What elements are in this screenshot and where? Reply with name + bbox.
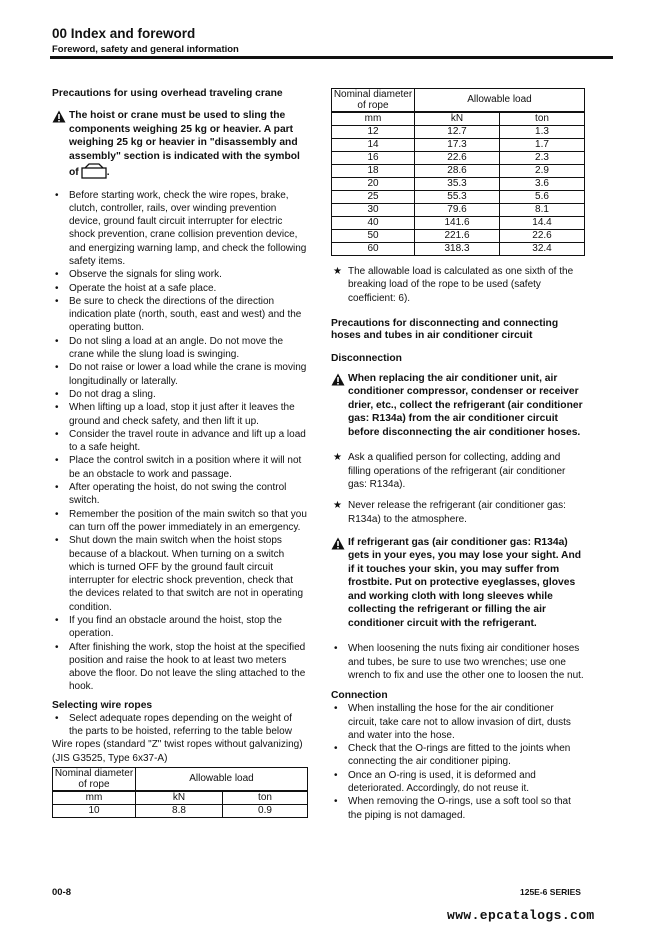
col-header-diameter: Nominal diameter of rope (332, 89, 415, 113)
right-column (331, 88, 585, 822)
ropes-heading: Selecting wire ropes (52, 699, 153, 711)
list-item: • When loosening the nuts fixing air conditioner hoses and tubes, be sure to use two wrenches; use one wrench to fix and use the other one to loosen the nut. (331, 642, 585, 682)
col-header-load: Allowable load (136, 767, 308, 791)
unit-kn: kN (136, 791, 223, 805)
cell-kn: 55.3 (415, 191, 500, 204)
list-item: • When removing the O-rings, use a soft tool so that the piping is not damaged. (331, 795, 585, 822)
cell-kn: 8.8 (136, 804, 223, 817)
list-item: • Do not drag a sling. (52, 388, 308, 401)
cell-kn: 12.7 (415, 126, 500, 139)
cell-ton: 2.9 (500, 165, 585, 178)
cell-diameter: 60 (332, 243, 415, 256)
cell-diameter: 10 (53, 804, 136, 817)
page-subtitle: Foreword, safety and general information (52, 44, 239, 55)
cell-diameter: 16 (332, 152, 415, 165)
cell-kn: 318.3 (415, 243, 500, 256)
col-header-load: Allowable load (415, 89, 585, 113)
ropes-note: Wire ropes (standard "Z" twist ropes without galvanizing) (JIS G3525, Type 6x37-A) (52, 739, 303, 764)
cell-ton: 14.4 (500, 217, 585, 230)
cell-diameter: 25 (332, 191, 415, 204)
disconnection-warning-text: When replacing the air conditioner unit, air conditioner compressor, condenser or receiver drier, etc., collect the refrigerant (air conditioner gas: R134a) from the air conditioner circuit before disconnecting the air conditioner hoses. (348, 372, 583, 438)
list-item: • Consider the travel route in advance and lift up a load to a safe height. (52, 428, 308, 455)
page-number: 00-8 (52, 887, 72, 898)
list-item: • Place the control switch in a position where it will not be an obstacle to work and passage. (52, 454, 308, 481)
table-row (332, 191, 585, 204)
cell-ton: 1.3 (500, 126, 585, 139)
table-row (332, 230, 585, 243)
table-row (332, 126, 585, 139)
crane-warning-end: . (106, 167, 110, 178)
cell-kn: 79.6 (415, 204, 500, 217)
unit-kn: kN (415, 112, 500, 126)
cell-ton: 3.6 (500, 178, 585, 191)
cell-kn: 141.6 (415, 217, 500, 230)
units-row (53, 791, 308, 805)
star-note-qualified (331, 451, 585, 491)
cell-ton: 2.3 (500, 152, 585, 165)
crane-safety-list (52, 189, 308, 694)
list-item: • Operate the hoist at a safe place. (52, 282, 308, 295)
ac-heading: Precautions for disconnecting and connecting hoses and tubes in air conditioner circuit (331, 317, 559, 341)
table-row (332, 178, 585, 191)
series-label: 125E-6 SERIES (520, 887, 581, 897)
cell-ton: 0.9 (223, 804, 308, 817)
list-item: • Shut down the main switch when the hoist stops because of a blackout. When turning on a switch which is turned OFF by the ground fault circuit interrupter for electric shock prevention, check that the devices related to that switch are not in operating condition. (52, 534, 308, 614)
list-item: • Do not raise or lower a load while the crane is moving longitudinally or laterally. (52, 361, 308, 388)
disconnection-warning (331, 372, 585, 440)
loosen-list (331, 642, 585, 682)
cell-diameter: 50 (332, 230, 415, 243)
table-note (331, 265, 585, 305)
unit-ton: ton (223, 791, 308, 805)
list-item: • Select adequate ropes depending on the weight of the parts to be hoisted, referring to the table below (52, 712, 308, 739)
rope-table-left (52, 767, 308, 818)
cell-kn: 28.6 (415, 165, 500, 178)
unit-mm: mm (332, 112, 415, 126)
cell-diameter: 30 (332, 204, 415, 217)
list-item: • When lifting up a load, stop it just after it leaves the ground and check safety, and then lift it up. (52, 401, 308, 428)
cell-ton: 22.6 (500, 230, 585, 243)
table-row (332, 243, 585, 256)
col-header-diameter: Nominal diameter of rope (53, 767, 136, 791)
list-item: • Be sure to check the directions of the direction indication plate (north, south, east and west) and the operating button. (52, 295, 308, 335)
table-row (53, 804, 308, 817)
list-item: • If you find an obstacle around the hoist, stop the operation. (52, 614, 308, 641)
warning-icon (52, 110, 66, 123)
cell-kn: 22.6 (415, 152, 500, 165)
crane-heading: Precautions for using overhead traveling crane (52, 88, 283, 99)
cell-kn: 35.3 (415, 178, 500, 191)
units-row (332, 112, 585, 126)
list-item: • Once an O-ring is used, it is deformed and deteriorated. Accordingly, do not reuse it. (331, 769, 585, 796)
star-note-text: Never release the refrigerant (air conditioner gas: R134a) to the atmosphere. (348, 500, 566, 525)
cell-diameter: 20 (332, 178, 415, 191)
list-item: • Check that the O-rings are fitted to the joints when connecting the air conditioner piping. (331, 742, 585, 769)
table-row (332, 217, 585, 230)
disconnection-heading: Disconnection (331, 352, 402, 364)
list-item: • Before starting work, check the wire ropes, brake, clutch, controller, rails, over winding prevention device, ground fault circuit interrupter for electric shock prevention, crane collision prevention device, and energizing warning lamp, and check the following safety items. (52, 189, 308, 269)
star-icon: ★ (333, 500, 342, 512)
cell-kn: 221.6 (415, 230, 500, 243)
star-icon: ★ (333, 266, 342, 277)
unit-mm: mm (53, 791, 136, 805)
heavy-part-symbol-icon (81, 163, 107, 179)
left-column (52, 88, 308, 818)
list-item: • Observe the signals for sling work. (52, 268, 308, 281)
cell-diameter: 14 (332, 139, 415, 152)
connection-list (331, 702, 585, 822)
list-item: • Remember the position of the main switch so that you can turn off the power immediately in an emergency. (52, 508, 308, 535)
cell-ton: 32.4 (500, 243, 585, 256)
cell-ton: 1.7 (500, 139, 585, 152)
table-row (332, 139, 585, 152)
crane-warning (52, 109, 308, 180)
cell-diameter: 18 (332, 165, 415, 178)
watermark-url: www.epcatalogs.com (447, 908, 595, 923)
list-item: • Do not sling a load at an angle. Do not move the crane while the slung load is swinging. (52, 335, 308, 362)
list-item: • After operating the hoist, do not swing the control switch. (52, 481, 308, 508)
unit-ton: ton (500, 112, 585, 126)
ropes-list (52, 712, 308, 739)
cell-kn: 17.3 (415, 139, 500, 152)
crane-warning-text: The hoist or crane must be used to sling the components weighing 25 kg or heavier. A part weighing 25 kg or heavier in "disassembly and assembly" section is indicated with the symbol of (69, 110, 300, 178)
list-item: • After finishing the work, stop the hoist at the specified position and raise the hook to at least two meters above the floor. Do not leave the sling attached to the hook. (52, 641, 308, 694)
header-divider (50, 56, 613, 59)
star-note-release (331, 499, 585, 526)
cell-ton: 5.6 (500, 191, 585, 204)
warning-icon (331, 537, 345, 550)
list-item: • When installing the hose for the air conditioner circuit, take care not to allow invasion of dirt, dusts and water into the hose. (331, 702, 585, 742)
refrigerant-warning (331, 536, 585, 631)
page-title: 00 Index and foreword (52, 26, 196, 41)
table-row (332, 152, 585, 165)
table-note-text: The allowable load is calculated as one sixth of the breaking load of the rope to be used (safety coefficient: 6). (348, 266, 574, 304)
star-note-text: Ask a qualified person for collecting, adding and filling operations of the refrigerant (air conditioner gas: R134a). (348, 452, 566, 490)
cell-diameter: 40 (332, 217, 415, 230)
table-row (332, 204, 585, 217)
refrigerant-warning-text: If refrigerant gas (air conditioner gas: R134a) gets in your eyes, you may lose your sight. And if it touches your skin, you may suffer from frostbite. Put on protective eyeglasses, gloves and working cloth with long sleeves while collecting the refrigerant or filling the air conditioner circuit with the refrigerant. (348, 536, 582, 629)
cell-ton: 8.1 (500, 204, 585, 217)
warning-icon (331, 373, 345, 386)
connection-heading: Connection (331, 690, 388, 702)
cell-diameter: 12 (332, 126, 415, 139)
star-icon: ★ (333, 452, 342, 464)
rope-table-right (331, 88, 585, 256)
table-row (332, 165, 585, 178)
